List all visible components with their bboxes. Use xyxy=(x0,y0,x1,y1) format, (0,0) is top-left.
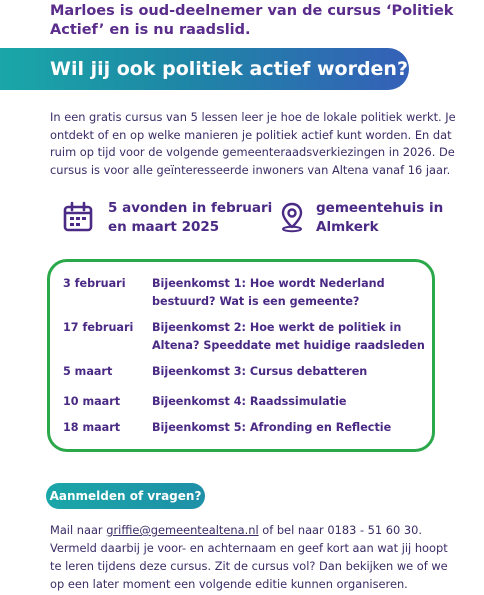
contact-text xyxy=(50,521,460,593)
intro-body-text: In een gratis cursus van 5 lessen leer je hoe de lokale politiek werkt. Je ontdekt of en op welke manieren je politiek actief kunt worden. En dat ruim op tijd voor de volgende gemeenteraadsverkiezingen in 2026. De cursus is voor alle geïnteresseerde inwoners van Altena vanaf 16 jaar. xyxy=(50,110,456,177)
dates-text: 5 avonden in februari en maart 2025 xyxy=(108,200,273,235)
location-pin-icon xyxy=(276,201,308,233)
register-questions-button[interactable]: Aanmelden of vragen? xyxy=(46,483,205,509)
contact-suffix: of bel naar 0183 - 51 60 30. Vermeld daarbij je voor- en achternaam en geef kort aan wat jij hoopt te leren tijdens deze cursus. Zit de cursus vol? Dan bekijken we of we op een later moment een volgende editie kunnen organiseren. xyxy=(50,523,448,591)
schedule-description: Bijeenkomst 2: Hoe werkt de politiek in Altena? Speeddate met huidige raadsleden xyxy=(152,321,425,352)
schedule-date: 18 maart xyxy=(63,421,121,434)
schedule-description: Bijeenkomst 4: Raadssimulatie xyxy=(152,395,347,408)
email-link[interactable]: griffie@gemeentealtena.nl xyxy=(106,523,259,537)
hero-banner xyxy=(0,48,409,90)
schedule-description: Bijeenkomst 3: Cursus debatteren xyxy=(152,365,368,378)
intro-quote: Marloes is oud-deelnemer van de cursus ‘Politiek Actief’ en is nu raadslid. xyxy=(50,3,454,38)
schedule-box xyxy=(47,259,435,452)
schedule-description: Bijeenkomst 1: Hoe wordt Nederland bestuurd? Wat is een gemeente? xyxy=(152,277,385,308)
location-info xyxy=(276,199,446,241)
location-text: gemeentehuis in Almkerk xyxy=(316,200,444,235)
schedule-description: Bijeenkomst 5: Afronding en Reflectie xyxy=(152,421,392,434)
hero-title: Wil jij ook politiek actief worden? xyxy=(50,58,408,80)
schedule-date: 10 maart xyxy=(63,395,121,408)
schedule-date: 17 februari xyxy=(63,321,134,334)
schedule-date: 5 maart xyxy=(63,365,113,378)
dates-info xyxy=(62,199,272,241)
contact-prefix: Mail naar xyxy=(50,523,107,537)
schedule-date: 3 februari xyxy=(63,277,126,290)
calendar-icon xyxy=(62,201,94,233)
